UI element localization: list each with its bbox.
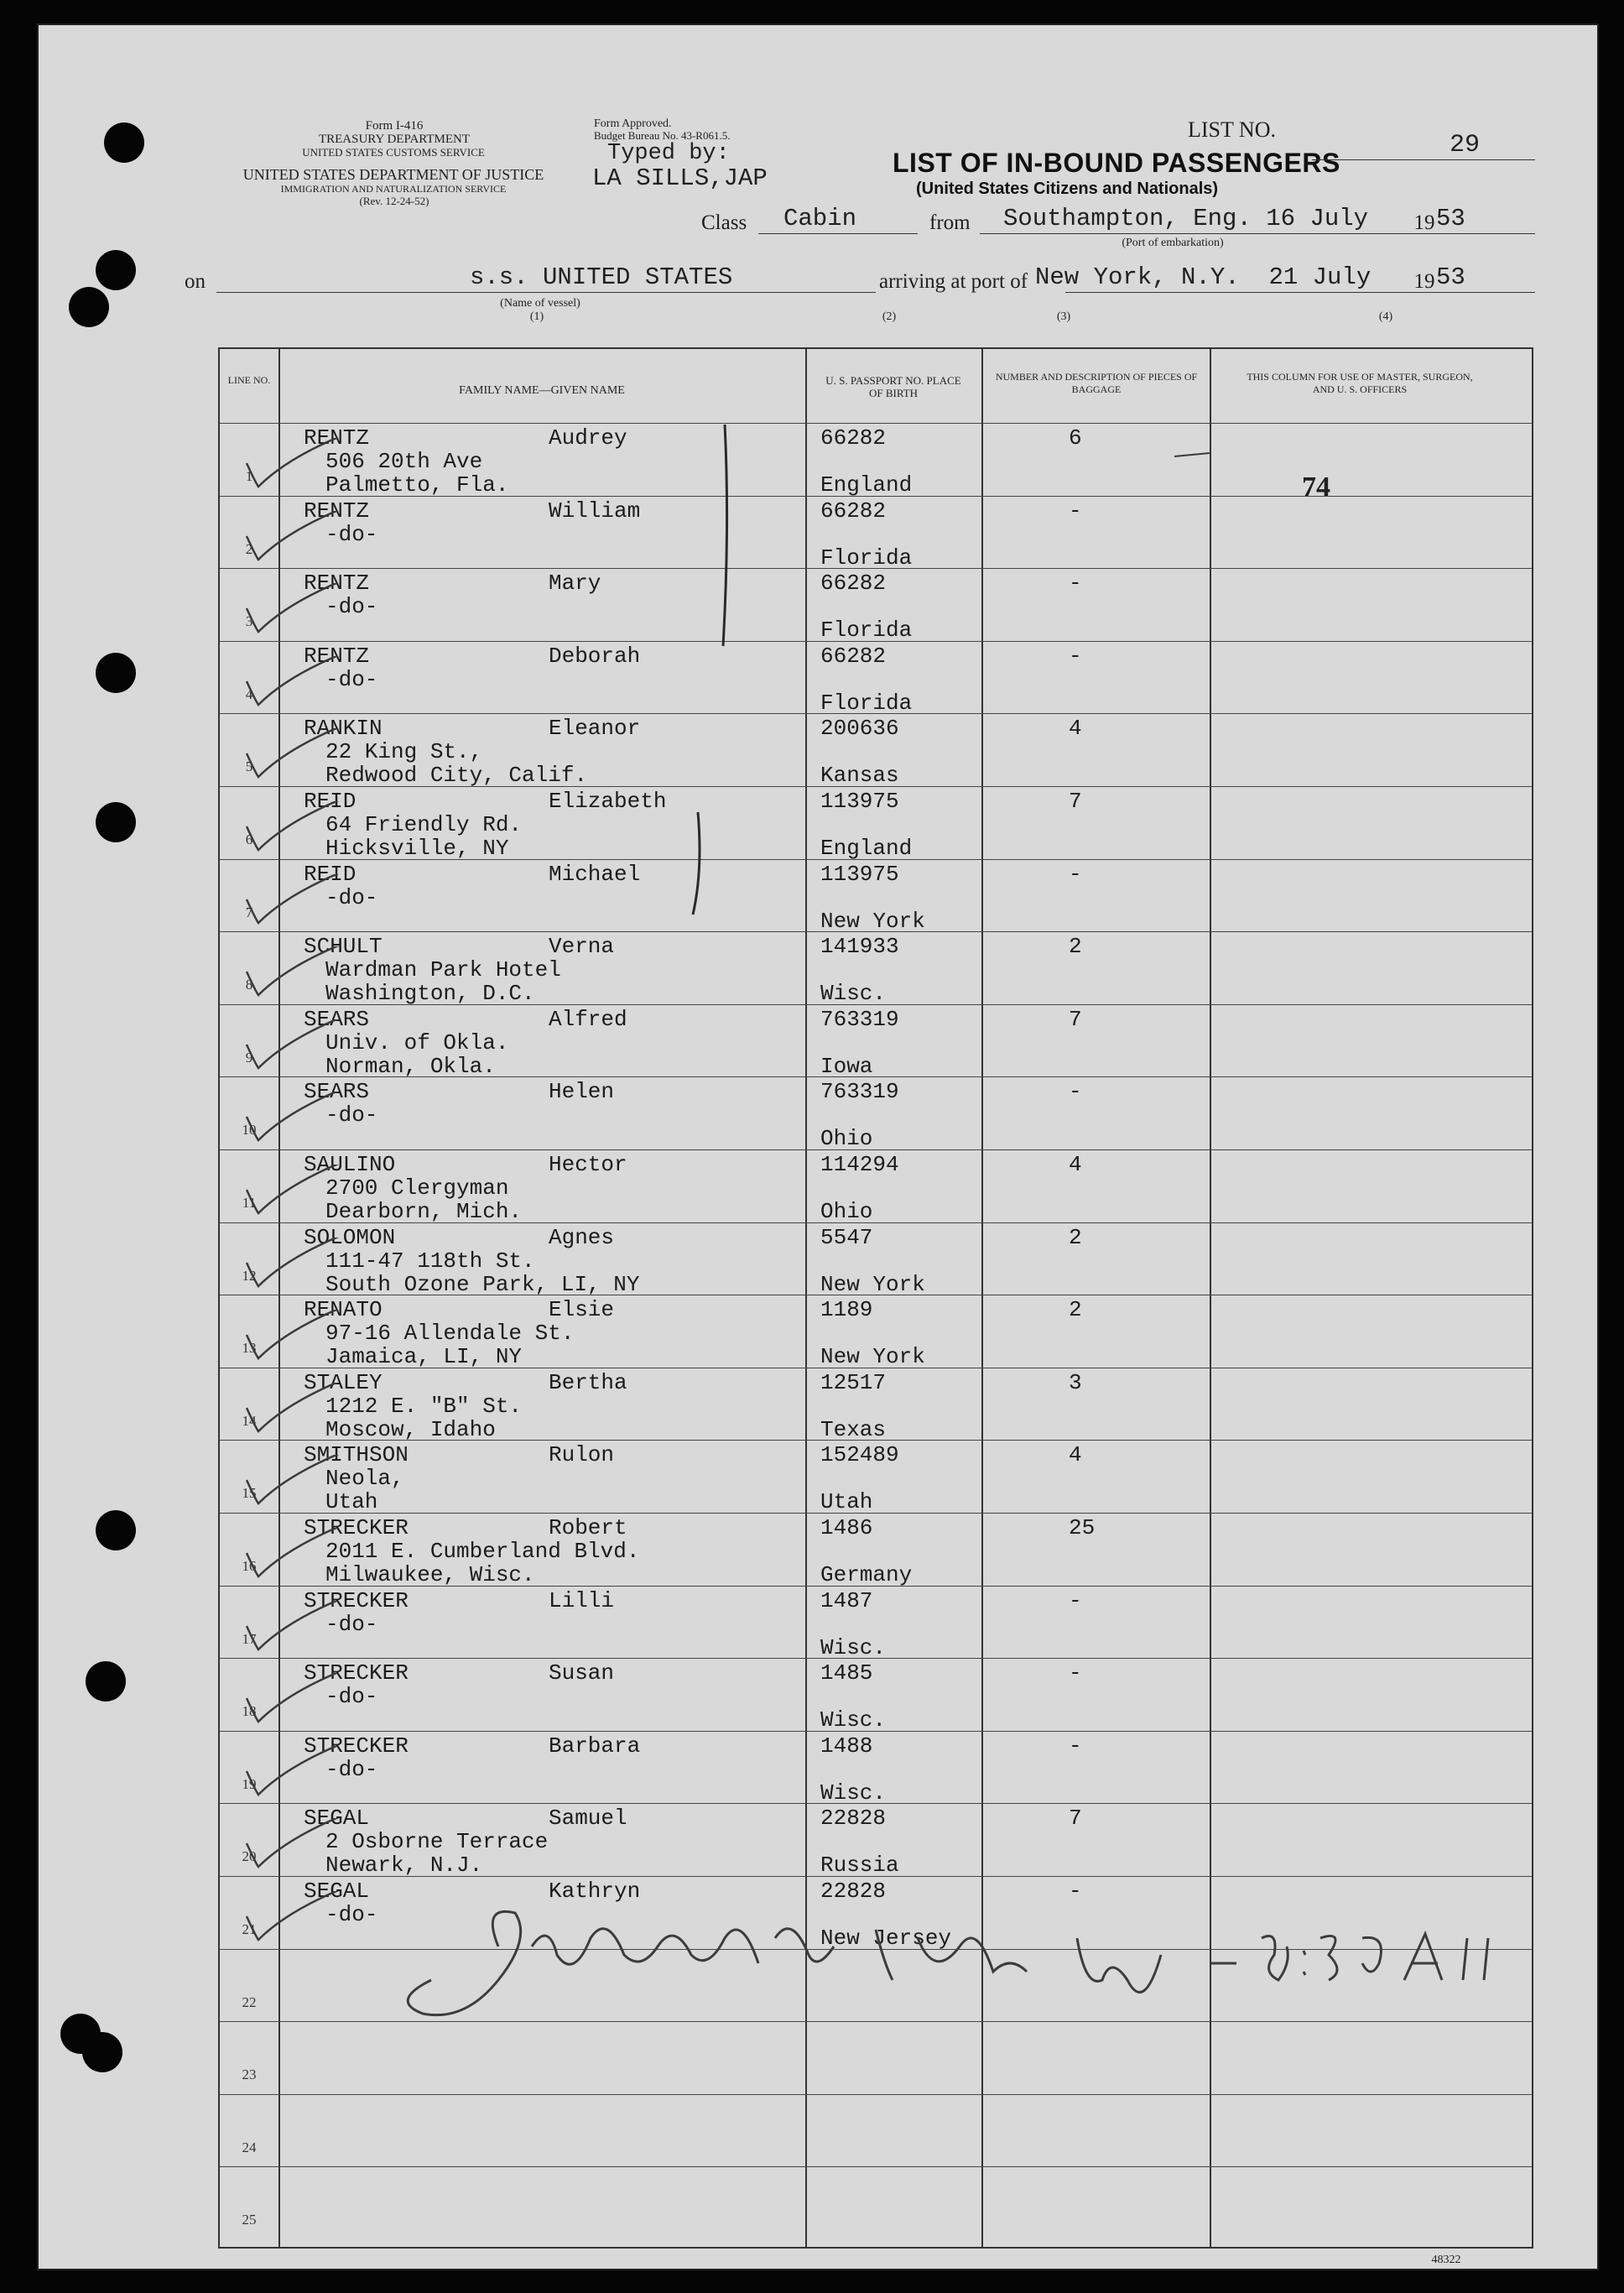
family-name: RENTZ	[304, 498, 370, 524]
address-line-1: -do-	[325, 594, 378, 620]
baggage-count: 7	[1069, 1806, 1082, 1832]
from-label: from	[929, 211, 971, 234]
given-name: Kathryn	[549, 1879, 641, 1904]
passport-number: 1487	[820, 1587, 873, 1613]
given-name: Susan	[549, 1660, 615, 1686]
place-of-birth: Ohio	[820, 1199, 873, 1224]
given-name: Rulon	[549, 1442, 615, 1468]
given-name: Lilli	[549, 1587, 615, 1613]
given-name: Deborah	[549, 643, 641, 669]
family-name: REID	[304, 861, 357, 887]
place-of-birth: Florida	[820, 545, 913, 571]
list-number-label: LIST NO.	[1188, 117, 1276, 142]
line-number: 18	[242, 1703, 257, 1720]
baggage-count: 7	[1069, 1006, 1082, 1032]
typed-by-label: Typed by:	[607, 141, 730, 166]
address-line-1: -do-	[325, 666, 378, 692]
header-officers: THIS COLUMN FOR USE OF MASTER, SURGEON, AND U. S. OFFICERS	[1247, 371, 1473, 395]
baggage-count: 2	[1069, 934, 1082, 960]
embarkation-value: Southampton, Eng. 16 July	[1003, 205, 1369, 232]
passport-number: 152489	[820, 1442, 899, 1468]
form-number: Form I-416	[365, 119, 424, 133]
vessel-name: s.s. UNITED STATES	[470, 263, 733, 291]
passport-number: 1485	[820, 1660, 873, 1686]
on-label: on	[185, 270, 206, 293]
line-number: 24	[242, 2139, 257, 2155]
form-number-footer: 48322	[1431, 2254, 1461, 2266]
address-line-1: -do-	[325, 1902, 378, 1927]
place-of-birth: New York	[820, 908, 925, 934]
given-name: Michael	[549, 861, 641, 887]
baggage-count: 2	[1069, 1297, 1082, 1323]
line-number: 21	[242, 1921, 257, 1937]
customs-service: UNITED STATES CUSTOMS SERVICE	[302, 146, 485, 159]
address-line-1: 64 Friendly Rd.	[325, 812, 523, 837]
family-name: RENTZ	[304, 571, 370, 597]
address-line-1: -do-	[325, 521, 378, 547]
passport-number: 113975	[820, 861, 899, 887]
given-name: Elizabeth	[549, 789, 667, 814]
given-name: Robert	[549, 1515, 627, 1540]
baggage-count: 2	[1069, 1224, 1082, 1250]
line-number: 14	[242, 1412, 257, 1429]
list-number-value: 29	[1450, 131, 1481, 159]
header-baggage: NUMBER AND DESCRIPTION OF PIECES OF BAGGAGE	[995, 371, 1198, 395]
line-number: 7	[245, 904, 253, 920]
address-line-1: 22 King St.,	[325, 739, 483, 765]
place-of-birth: New York	[820, 1344, 925, 1370]
family-name: STRECKER	[304, 1660, 409, 1686]
line-number: 6	[245, 831, 253, 847]
passport-number: 763319	[820, 1006, 899, 1032]
given-name: Hector	[549, 1152, 627, 1177]
address-line-1: Univ. of Okla.	[325, 1029, 509, 1055]
place-of-birth: Wisc.	[820, 1780, 887, 1806]
arrival-year: 53	[1436, 263, 1465, 291]
line-number: 3	[245, 613, 253, 630]
place-of-birth: England	[820, 472, 913, 498]
address-line-1: -do-	[325, 1756, 378, 1782]
address-line-2: Jamaica, LI, NY	[325, 1344, 523, 1370]
family-name: SEGAL	[304, 1806, 370, 1832]
line-number: 16	[242, 1558, 257, 1574]
passport-number: 5547	[820, 1224, 873, 1250]
line-number: 25	[242, 2212, 257, 2228]
baggage-count: 4	[1069, 716, 1082, 742]
header-name: FAMILY NAME—GIVEN NAME	[459, 384, 625, 397]
passport-number: 1488	[820, 1733, 873, 1759]
arrival-port-value: New York, N.Y. 21 July	[1035, 263, 1372, 291]
address-line-2: Moscow, Idaho	[325, 1416, 496, 1442]
place-of-birth: Kansas	[820, 763, 899, 789]
address-line-2: Milwaukee, Wisc.	[325, 1562, 535, 1587]
address-line-1: 111-47 118th St.	[325, 1248, 535, 1274]
place-of-birth: Wisc.	[820, 1634, 887, 1660]
column-number-4: (4)	[1378, 310, 1393, 323]
address-line-1: -do-	[325, 1684, 378, 1710]
baggage-count: 4	[1069, 1442, 1082, 1468]
address-line-2: Washington, D.C.	[325, 981, 535, 1007]
column-number-1: (1)	[529, 310, 544, 323]
baggage-count: -	[1069, 643, 1082, 669]
address-line-1: -do-	[325, 1102, 378, 1128]
place-of-birth: New Jersey	[820, 1926, 952, 1951]
line-number: 2	[245, 540, 253, 557]
given-name: Eleanor	[549, 716, 641, 742]
passport-number: 22828	[820, 1879, 887, 1904]
passport-number: 1486	[820, 1515, 873, 1540]
address-line-2: Palmetto, Fla.	[325, 472, 509, 498]
line-number: 1	[245, 468, 253, 484]
line-number: 17	[242, 1630, 257, 1647]
family-name: SOLOMON	[304, 1224, 396, 1250]
family-name: RENTZ	[304, 425, 370, 451]
address-line-1: 2011 E. Cumberland Blvd.	[325, 1539, 640, 1564]
line-number: 5	[245, 758, 253, 775]
address-line-2: Hicksville, NY	[325, 836, 509, 861]
passenger-manifest-sheet	[37, 23, 1599, 2270]
baggage-count: -	[1069, 498, 1082, 524]
line-number: 13	[242, 1340, 257, 1357]
family-name: RANKIN	[304, 716, 383, 742]
passport-number: 66282	[820, 571, 887, 597]
address-line-1: Wardman Park Hotel	[325, 957, 561, 983]
class-value: Cabin	[783, 205, 857, 232]
passport-number: 763319	[820, 1079, 899, 1105]
place-of-birth: Florida	[820, 618, 913, 644]
given-name: Elsie	[549, 1297, 615, 1323]
place-of-birth: Wisc.	[820, 1707, 887, 1733]
form-subtitle: (United States Citizens and Nationals)	[916, 180, 1219, 198]
passport-number: 141933	[820, 934, 899, 960]
from-year-prefix: 19	[1413, 211, 1435, 234]
baggage-count: -	[1069, 1587, 1082, 1613]
line-number: 12	[242, 1267, 257, 1284]
baggage-count: -	[1069, 861, 1082, 887]
place-of-birth: Texas	[820, 1416, 887, 1442]
passport-number: 66282	[820, 498, 887, 524]
typed-by-value: LA SILLS,JAP	[592, 164, 768, 192]
line-number: 22	[242, 1993, 257, 2010]
line-number: 15	[242, 1485, 257, 1502]
header-line-no: LINE NO.	[227, 374, 271, 386]
baggage-count: -	[1069, 1733, 1082, 1759]
passport-number: 66282	[820, 425, 887, 451]
place-of-birth: Germany	[820, 1562, 913, 1587]
given-name: Verna	[549, 934, 615, 960]
place-of-birth: Utah	[820, 1489, 873, 1515]
given-name: Samuel	[549, 1806, 627, 1832]
passport-number: 66282	[820, 643, 887, 669]
address-line-1: -do-	[325, 1611, 378, 1637]
line-number: 4	[245, 685, 253, 702]
address-line-2: Utah	[325, 1489, 378, 1515]
baggage-count: -	[1069, 571, 1082, 597]
place-of-birth: Russia	[820, 1853, 899, 1879]
family-name: STRECKER	[304, 1733, 409, 1759]
passport-number: 200636	[820, 716, 899, 742]
officer-note: 74	[1302, 472, 1330, 503]
column-number-2: (2)	[882, 310, 897, 323]
class-label: Class	[701, 211, 747, 234]
baggage-count: 7	[1069, 789, 1082, 814]
line-number: 9	[245, 1049, 253, 1066]
baggage-count: 25	[1069, 1515, 1096, 1540]
budget-bureau: Budget Bureau No. 43-R061.5.	[594, 129, 731, 142]
given-name: William	[549, 498, 641, 524]
passport-number: 114294	[820, 1152, 899, 1177]
passport-number: 22828	[820, 1806, 887, 1832]
inspector-signature	[372, 1888, 1530, 2030]
baggage-count: -	[1069, 1879, 1082, 1904]
baggage-count: 3	[1069, 1369, 1082, 1395]
baggage-count: 6	[1069, 425, 1082, 451]
line-number: 11	[242, 1195, 257, 1211]
place-of-birth: Florida	[820, 690, 913, 716]
arrival-year-prefix: 19	[1413, 270, 1435, 293]
given-name: Mary	[549, 571, 601, 597]
baggage-count: -	[1069, 1079, 1082, 1105]
form-approved: Form Approved.	[594, 117, 672, 130]
family-name: SEARS	[304, 1079, 370, 1105]
address-line-2: Dearborn, Mich.	[325, 1199, 523, 1224]
line-number: 23	[242, 2066, 257, 2083]
passport-number: 12517	[820, 1369, 887, 1395]
address-line-1: 2700 Clergyman	[325, 1175, 509, 1201]
baggage-count: -	[1069, 1660, 1082, 1686]
family-name: SAULINO	[304, 1152, 396, 1177]
baggage-count: 4	[1069, 1152, 1082, 1177]
column-number-3: (3)	[1056, 310, 1071, 323]
family-name: SEARS	[304, 1006, 370, 1032]
address-line-1: 97-16 Allendale St.	[325, 1321, 575, 1347]
address-line-1: Neola,	[325, 1466, 404, 1492]
header-passport: U. S. PASSPORT NO. PLACE OF BIRTH	[825, 374, 961, 399]
family-name: SMITHSON	[304, 1442, 409, 1468]
address-line-1: 1212 E. "B" St.	[325, 1393, 523, 1419]
place-of-birth: Iowa	[820, 1053, 873, 1079]
given-name: Barbara	[549, 1733, 641, 1759]
line-number: 10	[242, 1122, 257, 1139]
place-of-birth: New York	[820, 1271, 925, 1297]
family-name: SEGAL	[304, 1879, 370, 1904]
address-line-1: -do-	[325, 884, 378, 910]
address-line-1: 2 Osborne Terrace	[325, 1829, 549, 1855]
line-number: 19	[242, 1775, 257, 1792]
address-line-2: South Ozone Park, LI, NY	[325, 1271, 640, 1297]
family-name: STRECKER	[304, 1587, 409, 1613]
place-of-birth: Ohio	[820, 1126, 873, 1152]
place-of-birth: Wisc.	[820, 981, 887, 1007]
passport-number: 113975	[820, 789, 899, 814]
form-title: LIST OF IN-BOUND PASSENGERS	[893, 148, 1340, 178]
family-name: SCHULT	[304, 934, 383, 960]
vessel-caption: (Name of vessel)	[500, 297, 580, 310]
line-number: 8	[245, 977, 253, 993]
family-name: STALEY	[304, 1369, 383, 1395]
immigration-service: IMMIGRATION AND NATURALIZATION SERVICE	[280, 183, 507, 195]
family-name: STRECKER	[304, 1515, 409, 1540]
address-line-2: Norman, Okla.	[325, 1053, 496, 1079]
revision-date: (Rev. 12-24-52)	[359, 195, 429, 207]
line-number: 20	[242, 1848, 257, 1865]
given-name: Agnes	[549, 1224, 615, 1250]
family-name: RENATO	[304, 1297, 383, 1323]
address-line-2: Redwood City, Calif.	[325, 763, 588, 789]
department-of-justice: UNITED STATES DEPARTMENT OF JUSTICE	[242, 166, 544, 183]
treasury-department: TREASURY DEPARTMENT	[318, 133, 471, 146]
address-line-1: 506 20th Ave	[325, 449, 483, 474]
family-name: RENTZ	[304, 643, 370, 669]
family-name: REID	[304, 789, 357, 814]
given-name: Helen	[549, 1079, 615, 1105]
arriving-label: arriving at port of	[879, 270, 1028, 293]
given-name: Bertha	[549, 1369, 627, 1395]
passport-number: 1189	[820, 1297, 873, 1323]
from-year: 53	[1436, 205, 1465, 232]
port-of-embarkation-caption: (Port of embarkation)	[1122, 237, 1224, 249]
place-of-birth: England	[820, 836, 913, 861]
given-name: Audrey	[549, 425, 627, 451]
given-name: Alfred	[549, 1006, 627, 1032]
address-line-2: Newark, N.J.	[325, 1853, 483, 1879]
